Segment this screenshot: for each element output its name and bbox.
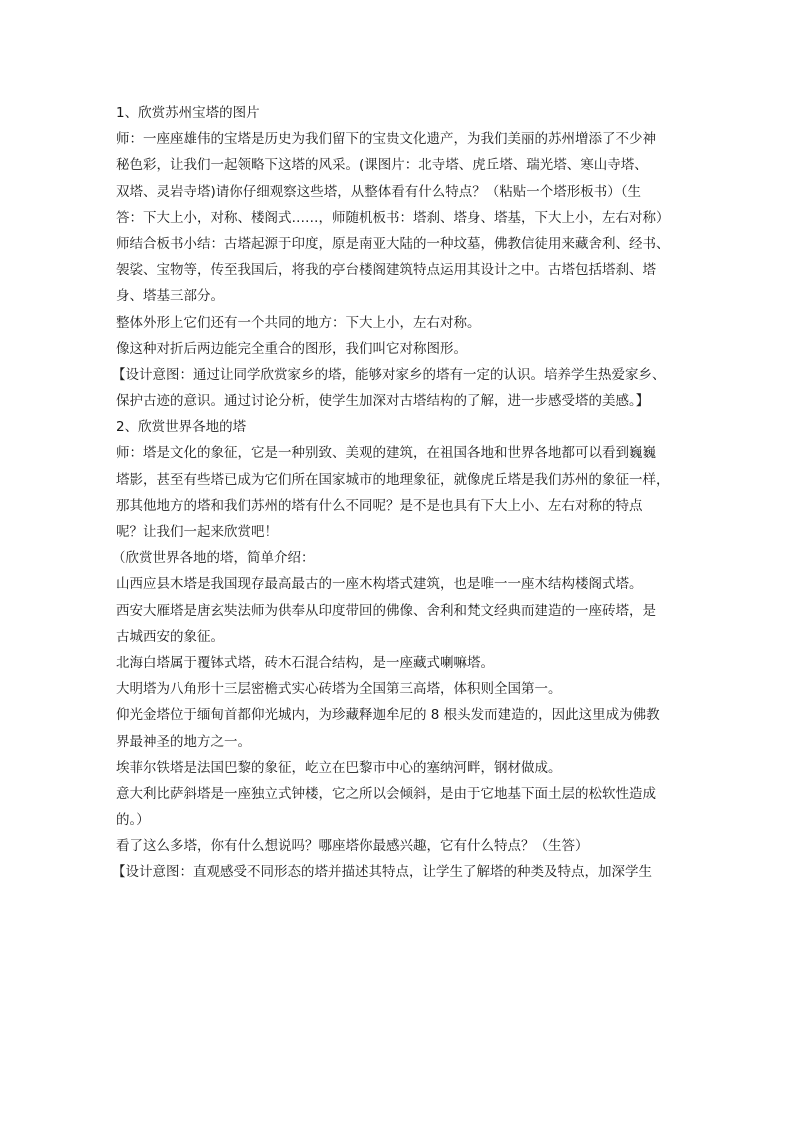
paragraph-line: 师结合板书小结：古塔起源于印度，原是南亚大陆的一种坟墓，佛教信徒用来藏舍利、经书、 bbox=[116, 235, 670, 252]
paragraph-line: 界最神圣的地方之一。 bbox=[116, 733, 251, 750]
section-heading-2: 2、欣赏世界各地的塔 bbox=[116, 419, 247, 436]
paragraph-line: 山西应县木塔是我国现存最高最古的一座木构塔式建筑，也是唯一一座木结构楼阁式塔。 bbox=[116, 576, 643, 593]
paragraph-line: 意大利比萨斜塔是一座独立式钟楼，它之所以会倾斜，是由于它地基下面土层的松软性造成 bbox=[116, 785, 656, 802]
paragraph-line: 身、塔基三部分。 bbox=[116, 288, 224, 305]
paragraph-line: 西安大雁塔是唐玄奘法师为供奉从印度带回的佛像、舍利和梵文经典而建造的一座砖塔，是 bbox=[116, 602, 656, 619]
paragraph-line: 仰光金塔位于缅甸首都仰光城内，为珍藏释迦牟尼的 8 根头发而建造的，因此这里成为佛教 bbox=[116, 707, 660, 724]
paragraph-line: （欣赏世界各地的塔，简单介绍： bbox=[112, 550, 315, 567]
section-heading-1: 1、欣赏苏州宝塔的图片 bbox=[116, 105, 260, 121]
paragraph-line: 整体外形上它们还有一个共同的地方：下大上小，左右对称。 bbox=[116, 314, 481, 331]
paragraph-line: 看了这么多塔，你有什么想说吗？哪座塔你最感兴趣，它有什么特点？（生答） bbox=[116, 838, 589, 855]
paragraph-line: 埃菲尔铁塔是法国巴黎的象征，屹立在巴黎市中心的塞纳河畔，钢材做成。 bbox=[116, 759, 562, 776]
design-intent-line: 【设计意图：通过让同学欣赏家乡的塔，能够对家乡的塔有一定的认识。培养学生热爱家乡、 bbox=[112, 366, 666, 383]
paragraph-line: 呢？让我们一起来欣赏吧！ bbox=[116, 524, 278, 540]
paragraph-line: 那其他地方的塔和我们苏州的塔有什么不同呢？是不是也具有下大上小、左右对称的特点 bbox=[116, 497, 643, 514]
paragraph-line: 袈裟、宝物等，传至我国后，将我的亭台楼阁建筑特点运用其设计之中。古塔包括塔刹、塔 bbox=[116, 262, 656, 279]
paragraph-line: 古城西安的象征。 bbox=[116, 628, 224, 645]
paragraph-line: 秘色彩，让我们一起领略下这塔的风采。(课图片：北寺塔、虎丘塔、瑞光塔、寒山寺塔、 bbox=[116, 157, 648, 174]
paragraph-line: 师：一座座雄伟的宝塔是历史为我们留下的宝贵文化遗产，为我们美丽的苏州增添了不少神 bbox=[116, 131, 656, 148]
design-intent-line: 保护古迹的意识。通过讨论分析，使学生加深对古塔结构的了解，进一步感受塔的美感。】 bbox=[116, 393, 650, 410]
paragraph-line: 的。） bbox=[116, 812, 150, 829]
paragraph-line: 师：塔是文化的象征，它是一种别致、美观的建筑，在祖国各地和世界各地都可以看到巍巍 bbox=[116, 445, 656, 462]
paragraph-line: 北海白塔属于覆钵式塔，砖木石混合结构，是一座藏式喇嘛塔。 bbox=[116, 654, 494, 671]
paragraph-line: 大明塔为八角形十三层密檐式实心砖塔为全国第三高塔，体积则全国第一。 bbox=[116, 681, 562, 698]
paragraph-line: 双塔、灵岩寺塔)请你仔细观察这些塔，从整体看有什么特点？（粘贴一个塔形板书）（生 bbox=[116, 183, 642, 200]
paragraph-line: 答：下大上小，对称、楼阁式……，师随机板书：塔刹、塔身、塔基，下大上小，左右对称） bbox=[116, 209, 670, 226]
document-page bbox=[112, 100, 676, 886]
paragraph-line: 塔影，甚至有些塔已成为它们所在国家城市的地理象征，就像虎丘塔是我们苏州的象征一样， bbox=[116, 471, 670, 488]
design-intent-line: 【设计意图：直观感受不同形态的塔并描述其特点，让学生了解塔的种类及特点，加深学生 bbox=[112, 864, 652, 881]
paragraph-line: 像这种对折后两边能完全重合的图形，我们叫它对称图形。 bbox=[116, 340, 467, 357]
